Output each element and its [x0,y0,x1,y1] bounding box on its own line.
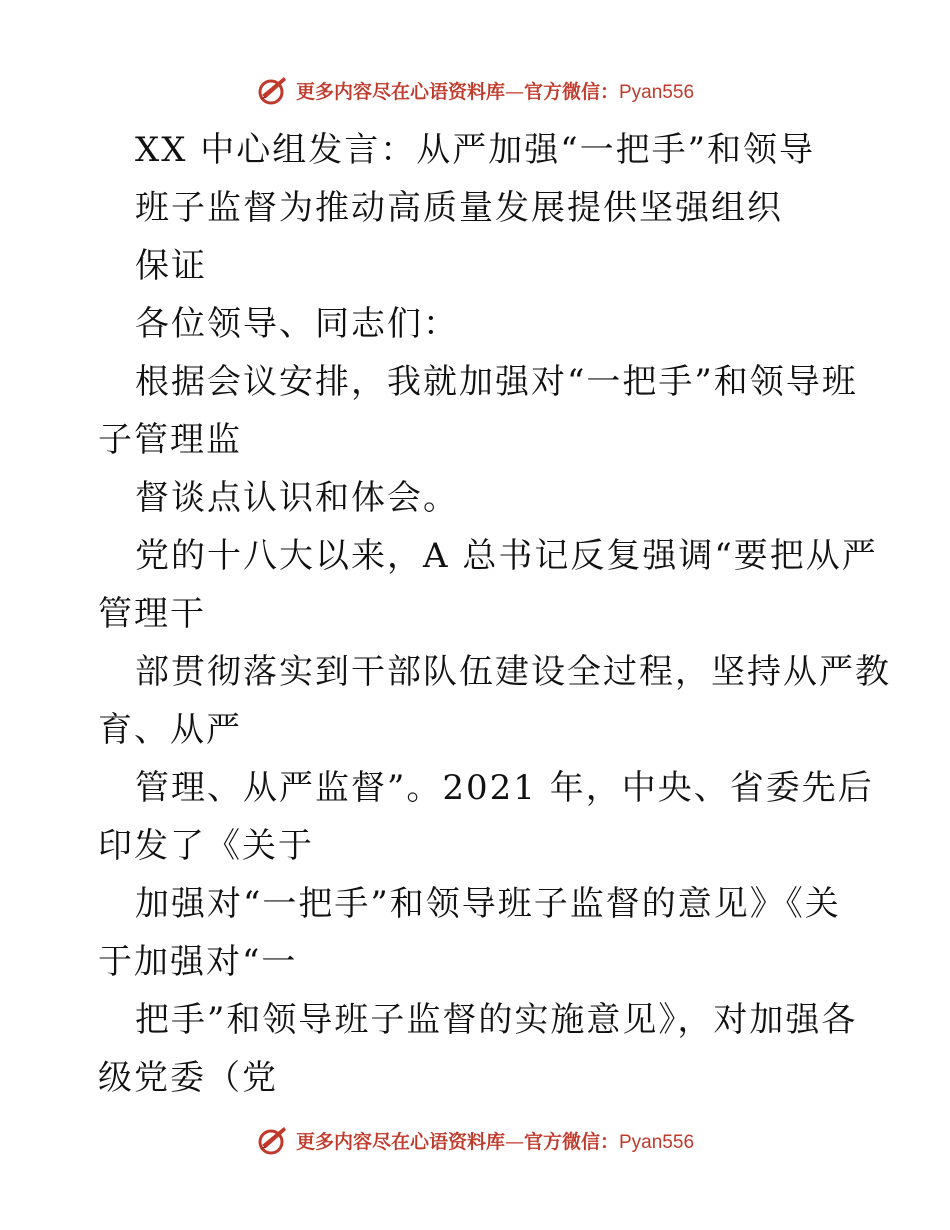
paragraph-line: 把手”和领导班子监督的实施意见》，对加强各 [135,1000,858,1040]
quill-logo-icon [256,1123,290,1157]
footer-watermark-banner [0,1120,950,1160]
banner-wechat-label: 官方微信： [523,80,619,103]
paragraph-line: 印发了《关于 [98,826,314,866]
title-line-3: 保证 [135,246,207,286]
banner-wechat-id: Pyan556 [619,81,695,103]
paragraph-line: 党的十八大以来，A 总书记反复强调“要把从严 [135,536,878,576]
paragraph-line: 部贯彻落实到干部队伍建设全过程，坚持从严教 [135,652,891,692]
paragraph-line: 根据会议安排，我就加强对“一把手”和领导班 [135,362,858,402]
paragraph-line: 于加强对“一 [98,942,298,982]
paragraph-line: 管理、从严监督”。2021 年，中央、省委先后 [135,768,874,808]
banner-site-name: 更多内容尽在心语资料库 [295,80,505,103]
quill-logo-icon [256,73,290,107]
paragraph-line: 级党委（党 [98,1058,278,1098]
title-line-1: XX 中心组发言：从严加强“一把手”和领导 [135,130,815,170]
paragraph-line: 督谈点认识和体会。 [135,478,459,518]
banner-dash: — [504,1130,524,1153]
banner-dash: — [504,80,524,103]
paragraph-line: 子管理监 [98,420,242,460]
banner-text [296,1127,694,1154]
banner-site-name: 更多内容尽在心语资料库 [295,1130,505,1153]
banner-text [296,77,694,104]
header-watermark-banner [0,70,950,110]
banner-wechat-id: Pyan556 [619,1131,695,1153]
paragraph-line: 加强对“一把手”和领导班子监督的意见》《关 [135,884,841,924]
paragraph-line: 育、从严 [98,710,242,750]
paragraph-line: 管理干 [98,594,206,634]
salutation: 各位领导、同志们： [135,304,459,344]
banner-wechat-label: 官方微信： [523,1130,619,1153]
title-line-2: 班子监督为推动高质量发展提供坚强组织 [135,188,783,228]
